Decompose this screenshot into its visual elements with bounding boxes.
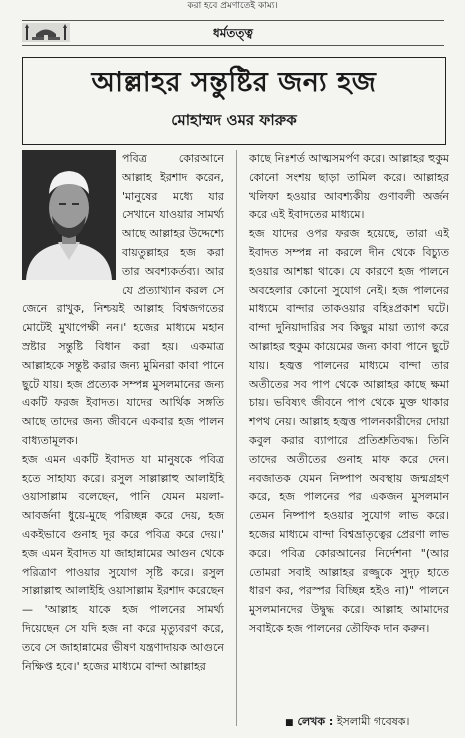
section-header (22, 20, 444, 46)
author-byline: মোহাম্মদ ওমর ফারুক (171, 111, 297, 129)
author-note (285, 714, 445, 731)
column-divider (236, 150, 237, 726)
article-column-left (22, 150, 224, 676)
article-paragraph: হজ যাদের ওপর ফরজ হয়েছে, তারা এই ইবাদত সম্পন্ন না করলে দীন থেকে বিচ্যুত হওয়ার আশঙ্কা থাকে। যে কারণে হজ পালনে অবহেলার কোনো সুযোগ নেই। হজ পালনের মাধ্যমে বান্দার তাকওয়ার বহিঃপ্রকাশ ঘটে। বান্দা দুনিয়াদারির সব কিছুর মায়া ত্যাগ করে আল্লাহর হুকুম কায়েমের জন্য কাবা পানে ছুটে যায়। হজ্বত্ত পালনের মাধ্যমে বান্দা তার অতীতের সব পাপ থেকে আল্লাহর কাছে ক্ষমা চায়। ভবিষ্যৎ জীবনে পাপ থেকে মুক্ত থাকার শপথ নেয়। আল্লাহ হজ্বত্ত পালনকারীদের দোয়া কবুল করার ব্যাপারে প্রতিশ্রুতিবদ্ধ। তিনি তাদের অতীতের গুনাহ মাফ করে দেন। নবজাতক যেমন নিষ্পাপ অবস্থায় জন্মগ্রহণ করে, হজ পালনের পর একজন মুসলমান তেমন নিষ্পাপ হওয়ার সুযোগ লাভ করে। হজের মাধ্যমে বান্দা বিশ্বভ্রাতৃত্বের প্রেরণা লাভ করে। পবিত্র কোরআনের নির্দেশনা "(আর তোমরা সবাই আল্লাহর রজ্জুকে সুদৃঢ় হাতে ধারণ কর, পরস্পর বিচ্ছিন্ন হইও না)" পালনে মুসলমানদের উদ্বুদ্ধ করে। আল্লাহ আমাদের সবাইকে হজ পালনের তৌফিক দান করুন। (249, 227, 449, 635)
author-note-label: লেখক : (297, 715, 334, 728)
author-note-text: ইসলামী গবেষক। (336, 715, 410, 728)
article-paragraph: কাছে নিঃশর্ত আত্মসমর্পণ করে। আল্লাহর হুকুম কোনো সংশয় ছাড়া তামিল করে। আল্লাহর খলিফা হওয়ার আবশ্যকীয় গুণাবলী অর্জন করে এই ইবাদতের মাধ্যমে। (249, 152, 449, 222)
section-title: ধর্মতত্ত্ব (213, 26, 253, 40)
article-headline: আল্লাহর সন্তুষ্টির জন্য হজ (91, 67, 377, 98)
author-photo (22, 150, 116, 280)
article-paragraph: হজ এমন একটি ইবাদত যা মানুষকে পবিত্র হতে সাহায্য করে। রসুল সাল্লাল্লাহু আলাইহি ওয়াসাল্লাম বলেছেন, পানি যেমন ময়লা-আবর্জনা ধুয়ে-মুছে পরিচ্ছন্ন করে দেয়, হজ একইভাবে গুনাহ দূর করে পবিত্র করে দেয়।' হজ এমন ইবাদত যা জাহান্নামের আগুন থেকে পরিত্রাণ পাওয়ার সুযোগ সৃষ্টি করে। রসুল সাল্লাল্লাহু আলাইহি ওয়াসাল্লাম ইরশাদ করেছেন— 'আল্লাহ যাকে হজ পালনের সামর্থ্য দিয়েছেন সে যদি হজ না করে মৃত্যুবরণ করে, তবে সে জাহান্নামের ভীষণ যন্ত্রণাদায়ক আগুনে নিক্ষিপ্ত হবে।' হজের মাধ্যমে বান্দা আল্লাহর (22, 452, 224, 673)
article-column-right (249, 150, 449, 639)
person-portrait-icon (22, 150, 116, 280)
previous-article-tail: করা হবে প্রমণাতেই কাম্য। (187, 1, 278, 11)
bullet-square-icon: ■ (285, 718, 294, 728)
article-paragraph: পবিত্র কোরআনে আল্লাহ ইরশাদ করেন, 'মানুষের মধ্যে যার সেখানে যাওয়ার সামর্থ্য আছে আল্লাহর উদ্দেশ্যে বায়তুল্লাহর হজ করা তার অবশ্যকর্তব্য। আর যে প্রত্যাখ্যান করল সে জেনে রাখুক, নিশ্চয়ই আল্লাহ বিশ্বজগতের মোটেই মুখাপেক্ষী নন।' হজের মাধ্যমে মহান স্রষ্টার সন্তুষ্টি বিধান করা হয়। একমাত্র আল্লাহকে সন্তুষ্ট করার জন্য মুমিনরা কাবা পানে ছুটে যায়। হজ প্রত্যেক সম্পন্ন মুসলমানের জন্য একটি ফরজ ইবাদত। যাদের আর্থিক সঙ্গতি আছে তাদের জন্য জীবনে একবার হজ পালন বাধ্যতামূলক। (22, 152, 224, 447)
headline-box (22, 57, 446, 145)
